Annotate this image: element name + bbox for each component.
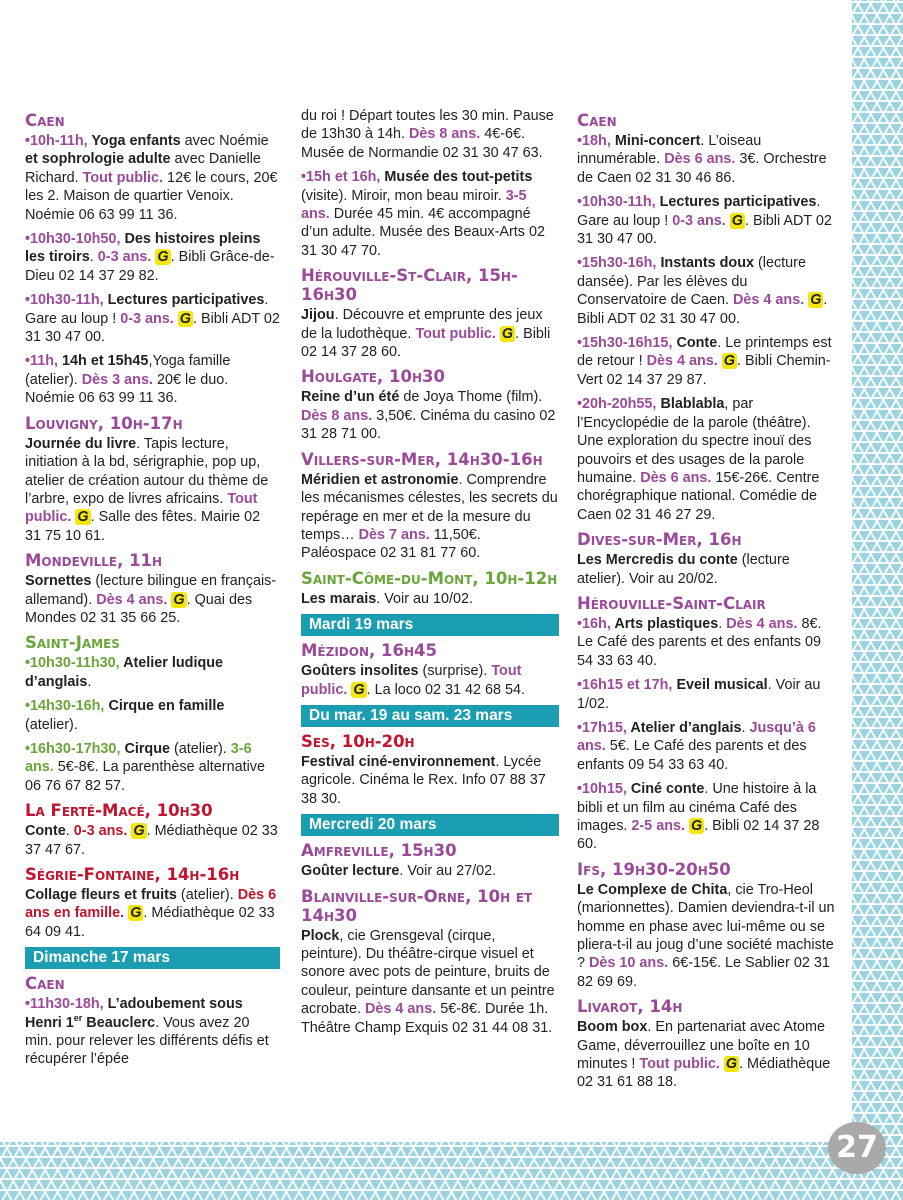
city-heading: Houlgate, 10h30 xyxy=(301,367,445,387)
entry-text: 5€. Le Café des parents et des enfants 09 54 33 63 40. xyxy=(577,738,807,773)
entry-text: Les marais xyxy=(301,590,377,607)
city-heading: Saint-Côme-du-Mont, 10h-12h xyxy=(301,568,558,588)
event-entry xyxy=(577,193,835,248)
entry-text: . Bibli 02 14 37 28 60. xyxy=(301,325,551,361)
event-entry xyxy=(301,927,559,1037)
entry-text: avec Noémie xyxy=(180,133,269,149)
date-banner: Mercredi 20 mars xyxy=(301,814,559,836)
city-heading: Saint-James xyxy=(25,633,120,653)
entry-text: ,Yoga famille (atelier). xyxy=(25,353,231,388)
entry-text: Goûters insolites xyxy=(301,663,419,680)
highlight-text: •10h30-11h, xyxy=(25,292,108,309)
page-number: 27 xyxy=(828,1122,886,1174)
highlight-text: 0-3 ans. xyxy=(672,212,726,229)
entry-text: . L’oiseau innumérable. xyxy=(577,133,762,168)
free-badge: G xyxy=(130,905,142,922)
entry-text: . Tapis lecture, initiation à la bd, sérigraphie, pop up, atelier de création autour du thème de l’arbre, expo de livres africains. xyxy=(25,435,269,507)
city-heading: Ses, 10h-20h xyxy=(301,731,415,751)
event-entry xyxy=(577,615,835,670)
entry-text: . Voir au 27/02. xyxy=(399,863,497,880)
entry-text: Plock xyxy=(301,927,340,944)
event-entry xyxy=(301,862,559,880)
city-heading: Louvigny, 10h-17h xyxy=(25,413,183,433)
event-entry xyxy=(25,886,280,941)
entry-text: Lectures participatives xyxy=(107,292,265,309)
entry-text: . Comprendre les mécanismes célestes, les secrets du repérage en mer et de la mesure du temps… xyxy=(301,471,558,543)
entry-text: Conte xyxy=(25,823,66,840)
entry-text: . Gare au loup ! xyxy=(25,292,269,327)
event-entry xyxy=(25,654,280,691)
entry-text: Eveil musical xyxy=(676,677,768,694)
city-heading: Blainville-sur-Orne, 10h et 14h30 xyxy=(301,886,533,925)
highlight-text: Dès 6 ans en famille. xyxy=(25,887,277,922)
entry-text: 11,50€. Paléospace 02 31 81 77 60. xyxy=(301,526,481,562)
event-entry xyxy=(301,388,559,443)
entry-text: Le Complexe de Chita xyxy=(577,881,728,898)
highlight-text: •11h, xyxy=(25,353,63,370)
highlight-text: Tout public. xyxy=(639,1056,720,1073)
highlight-text: 3-5 ans. xyxy=(301,187,527,223)
date-banner: Du mar. 19 au sam. 23 mars xyxy=(301,705,559,727)
entry-text: . Une histoire à la bibli et un film au cinéma Café des images. xyxy=(577,781,817,834)
event-entry xyxy=(25,572,280,627)
column-3 xyxy=(577,107,835,1098)
event-entry xyxy=(577,395,835,524)
entry-text: . Bibli ADT 02 31 30 47 00. xyxy=(577,292,828,327)
entry-text: . Lycée agricole. Cinéma le Rex. Info 07 88 37 38 30. xyxy=(301,753,546,807)
entry-text: 15€-26€. Centre chorégraphique national. Comédie de Caen 02 31 46 27 29. xyxy=(577,469,820,523)
event-entry xyxy=(301,107,559,162)
highlight-text: Dès 4 ans. xyxy=(646,353,718,370)
highlight-text: Tout public. xyxy=(25,490,258,526)
highlight-text: •10h30-10h50, xyxy=(25,231,125,248)
highlight-text: 2-5 ans. xyxy=(631,818,685,834)
entry-text: . Bibli 02 14 37 28 60. xyxy=(577,818,820,853)
highlight-text: Dès 8 ans. xyxy=(301,407,373,424)
highlight-text: •16h, xyxy=(577,615,615,632)
entry-text: Lectures participatives xyxy=(659,194,817,211)
entry-text: Conte xyxy=(676,335,718,352)
entry-text: L’adoubement sous Henri 1 xyxy=(25,996,243,1031)
entry-text: 14h et 15h45 xyxy=(62,353,149,370)
entry-text: Beauclerc xyxy=(82,1014,156,1031)
event-entry xyxy=(25,132,280,224)
event-entry xyxy=(301,753,559,808)
entry-text: . Salle des fêtes. Mairie 02 31 75 10 61. xyxy=(25,509,261,544)
entry-text: 20€ le duo. Noémie 06 63 99 11 36. xyxy=(25,371,229,407)
entry-text: . La loco 02 31 42 68 54. xyxy=(366,681,526,698)
free-badge: G xyxy=(179,310,191,327)
entry-text: Yoga enfants xyxy=(91,133,181,149)
entry-text: Durée 45 min. 4€ accompagné d’un adulte. Musée des Beaux-Arts 02 31 30 47 70. xyxy=(301,206,545,259)
entry-text: Cirque xyxy=(124,740,171,757)
entry-text: . xyxy=(65,823,74,840)
entry-text: Goûter lecture xyxy=(301,863,400,880)
free-badge: G xyxy=(725,1056,738,1073)
entry-text: . En partenariat avec Atome Game, déverrouillez une boîte en 10 minutes ! xyxy=(577,1019,825,1073)
city-heading: Livarot, 14h xyxy=(577,997,683,1017)
city-heading: Caen xyxy=(577,111,617,130)
highlight-text: Tout public. xyxy=(301,663,522,698)
city-heading: Hérouville-St-Clair, 15h-16h30 xyxy=(301,266,518,305)
entry-text: et sophrologie adulte xyxy=(25,151,171,168)
highlight-text: Dès 7 ans. xyxy=(358,526,430,543)
highlight-text: •15h30-16h15, xyxy=(577,335,677,352)
event-entry xyxy=(25,230,280,285)
event-entry xyxy=(301,306,559,361)
highlight-text: Tout public. xyxy=(415,325,496,342)
highlight-text: 3-6 ans. xyxy=(25,740,252,776)
highlight-text: Dès 4 ans. xyxy=(365,1001,437,1018)
city-heading: Caen xyxy=(25,974,65,994)
event-entry xyxy=(25,822,280,859)
entry-text: de Joya Thome (film). xyxy=(399,389,543,406)
entry-text: . Bibli Grâce-de-Dieu 02 14 37 29 82. xyxy=(25,249,275,284)
highlight-text: •10h30-11h, xyxy=(577,194,660,211)
date-banner: Dimanche 17 mars xyxy=(25,947,280,969)
entry-text: Instants doux xyxy=(660,255,754,272)
free-badge: G xyxy=(501,325,514,342)
entry-text: (lecture dansée). Par les élèves du Conservatoire de Caen. xyxy=(577,255,806,309)
city-heading: Caen xyxy=(25,111,65,130)
city-heading: Mondeville, 11h xyxy=(25,551,163,571)
event-entry xyxy=(577,1018,835,1092)
highlight-text: Dès 10 ans. xyxy=(589,955,669,972)
entry-text: Les Mercredis du conte xyxy=(577,552,738,569)
city-heading: Mézidon, 16h45 xyxy=(301,641,437,661)
event-entry xyxy=(25,435,280,545)
entry-text: du roi ! Départ toutes les 30 min. Pause de 13h30 à 14h. xyxy=(301,108,554,143)
free-badge: G xyxy=(731,212,743,229)
free-badge: G xyxy=(353,681,365,698)
highlight-text: Dès 3 ans. xyxy=(81,371,153,388)
entry-text: Blablabla xyxy=(660,396,725,413)
event-entry xyxy=(25,291,280,346)
entry-text: Cirque en famille xyxy=(108,698,225,715)
entry-text: 3€. Orchestre de Caen 02 31 30 46 86. xyxy=(577,151,827,186)
entry-text: . Découvre et emprunte des jeux de la ludothèque. xyxy=(301,307,543,342)
highlight-text: Tout public. xyxy=(82,169,164,186)
entry-text: . xyxy=(741,719,750,736)
entry-text: . Vous avez 20 min. pour relever les différents défis et récupérer l’épée xyxy=(25,1014,269,1068)
city-heading: Amfreville, 15h30 xyxy=(301,841,457,861)
entry-text: 5€-8€. La parenthèse alternative 06 76 67 82 57. xyxy=(25,759,266,794)
free-badge: G xyxy=(723,353,735,370)
entry-text: (visite). Miroir, mon beau miroir. xyxy=(301,187,506,204)
city-heading: Dives-sur-Mer, 16h xyxy=(577,530,742,550)
city-heading: Villers-sur-Mer, 14h30-16h xyxy=(301,449,543,469)
highlight-text: Dès 4 ans. xyxy=(733,292,805,309)
event-entry xyxy=(577,676,835,713)
city-heading: Ifs, 19h30-20h50 xyxy=(577,859,731,879)
highlight-text: •10h-11h, xyxy=(25,133,92,149)
entry-text: Mini-concert xyxy=(614,133,701,149)
entry-text: Reine d’un été xyxy=(301,389,400,406)
entry-text: (lecture bilingue en français-allemand). xyxy=(25,573,277,608)
highlight-text: •10h15, xyxy=(577,781,631,798)
entry-text: 6€-15€. Le Sablier 02 31 82 69 69. xyxy=(577,955,830,990)
highlight-text: •20h-20h55, xyxy=(577,396,661,413)
free-badge: G xyxy=(810,292,822,309)
entry-text: Sornettes xyxy=(25,573,92,590)
highlight-text: •16h30-17h30, xyxy=(25,740,125,757)
entry-text: (atelier). xyxy=(25,716,78,733)
column-2 xyxy=(301,107,559,1043)
highlight-text: •17h15, xyxy=(577,719,631,736)
highlight-text: Dès 4 ans. xyxy=(726,615,798,632)
highlight-text: •14h30-16h, xyxy=(25,698,109,715)
highlight-text: •16h15 et 17h, xyxy=(577,677,677,694)
event-entry xyxy=(577,881,835,991)
entry-text: , cie Grensgeval (cirque, peinture). Du théâtre-cirque visuel et sonore avec pots de peinture, bruits de couleur, peinture dansante et un peintre acrobate. xyxy=(301,927,555,1018)
entry-text: 4€-6€. Musée de Normandie 02 31 30 47 63. xyxy=(301,126,543,161)
entry-text: (lecture atelier). Voir au 20/02. xyxy=(577,552,790,587)
entry-text: 3,50€. Cinéma du casino 02 31 28 71 00. xyxy=(301,407,556,443)
free-badge: G xyxy=(133,823,145,840)
highlight-text: Dès 8 ans. xyxy=(409,126,481,143)
entry-text: . xyxy=(89,249,98,266)
free-badge: G xyxy=(157,249,169,266)
city-heading: Hérouville-Saint-Clair xyxy=(577,593,766,613)
entry-text: . Bibli ADT 02 31 30 47 00. xyxy=(577,212,832,248)
entry-text: Arts plastiques xyxy=(614,615,719,632)
event-entry xyxy=(577,254,835,328)
entry-text: Boom box xyxy=(577,1019,648,1036)
entry-text: Journée du livre xyxy=(25,435,137,452)
highlight-text: Dès 6 ans. xyxy=(664,151,736,168)
free-badge: G xyxy=(77,509,89,526)
event-entry xyxy=(301,590,559,608)
entry-text: 5€-8€. Durée 1h. Théâtre Champ Exquis 02 31 44 08 31. xyxy=(301,1001,553,1036)
entry-text: avec Danielle Richard. xyxy=(25,151,261,186)
event-entry xyxy=(577,719,835,774)
highlight-text: •18h, xyxy=(577,133,615,149)
highlight-text: 0-3 ans. xyxy=(120,310,174,327)
entry-text: . Médiathèque 02 33 37 47 67. xyxy=(25,823,278,858)
event-entry xyxy=(577,334,835,389)
highlight-text: Dès 4 ans. xyxy=(96,591,168,608)
column-1 xyxy=(25,107,280,1075)
entry-text: . Gare au loup ! xyxy=(577,194,821,229)
entry-text: . Médiathèque 02 31 61 88 18. xyxy=(577,1056,831,1091)
entry-text: 12€ le cours, 20€ les 2. Maison de quartier Venoix. Noémie 06 63 99 11 36. xyxy=(25,169,278,223)
entry-text: Festival ciné-environnement xyxy=(301,753,496,770)
event-entry xyxy=(301,168,559,260)
event-entry xyxy=(577,132,835,187)
entry-text: . xyxy=(87,673,92,690)
entry-text: er xyxy=(73,1012,83,1023)
entry-text: (surprise). xyxy=(418,663,492,680)
entry-text: . Médiathèque 02 33 64 09 41. xyxy=(25,905,275,940)
highlight-text: •10h30-11h30, xyxy=(25,655,124,672)
event-entry xyxy=(301,471,559,563)
highlight-text: •15h30-16h, xyxy=(577,255,661,272)
highlight-text: •11h30-18h, xyxy=(25,996,108,1013)
event-entry xyxy=(577,780,835,854)
entry-text: Atelier d’anglais xyxy=(630,719,742,736)
entry-text: . Voir au 10/02. xyxy=(376,590,474,607)
event-entry xyxy=(301,662,559,699)
entry-text: Ciné conte xyxy=(630,781,705,798)
date-banner: Mardi 19 mars xyxy=(301,614,559,636)
highlight-text: Dès 6 ans. xyxy=(640,469,712,486)
city-heading: Ségrie-Fontaine, 14h-16h xyxy=(25,865,240,884)
highlight-text: •15h et 16h, xyxy=(301,169,385,186)
entry-text: , cie Tro-Heol (marionnettes). Damien deviendra-t-il un homme en phase avec lui-même ou se pliera-t-il au joug d’une société machiste ? xyxy=(577,881,835,972)
entry-text: . Voir au 1/02. xyxy=(577,677,821,712)
entry-text: , par l’Encyclopédie de la parole (théâtre). Une exploration du spectre inouï des pouvoirs et des usages de la parole humaine. xyxy=(577,396,812,486)
entry-text: . Quai des Mondes 02 31 35 66 25. xyxy=(25,591,253,626)
entry-text: Atelier ludique d’anglais xyxy=(25,655,224,690)
event-entry xyxy=(577,551,835,588)
highlight-text: Jusqu’à 6 ans. xyxy=(577,719,816,755)
city-heading: La Ferté-Macé, 10h30 xyxy=(25,801,213,821)
event-entry xyxy=(25,697,280,734)
entry-text: 8€. Le Café des parents et des enfants 09 54 33 63 40. xyxy=(577,615,822,669)
entry-text: Musée des tout-petits xyxy=(384,169,533,186)
event-entry xyxy=(25,995,280,1069)
entry-text: . Le printemps est de retour ! xyxy=(577,335,832,370)
entry-text: Méridien et astronomie xyxy=(301,471,459,488)
entry-text: (atelier). xyxy=(176,887,238,903)
entry-text: . Bibli ADT 02 31 30 47 00. xyxy=(25,310,280,346)
event-entry xyxy=(25,740,280,795)
entry-text: Jijou xyxy=(301,307,335,324)
entry-text: (atelier). xyxy=(170,740,231,757)
free-badge: G xyxy=(173,591,185,608)
event-entry xyxy=(25,352,280,407)
highlight-text: 0-3 ans. xyxy=(73,823,128,840)
entry-text: Collage fleurs et fruits xyxy=(25,887,177,903)
entry-text: Des histoires pleins les tiroirs xyxy=(25,231,261,266)
free-badge: G xyxy=(690,818,703,834)
entry-text: . xyxy=(718,615,727,632)
highlight-text: 0-3 ans. xyxy=(97,249,152,266)
entry-text: . Bibli Chemin-Vert 02 14 37 29 87. xyxy=(577,353,831,388)
